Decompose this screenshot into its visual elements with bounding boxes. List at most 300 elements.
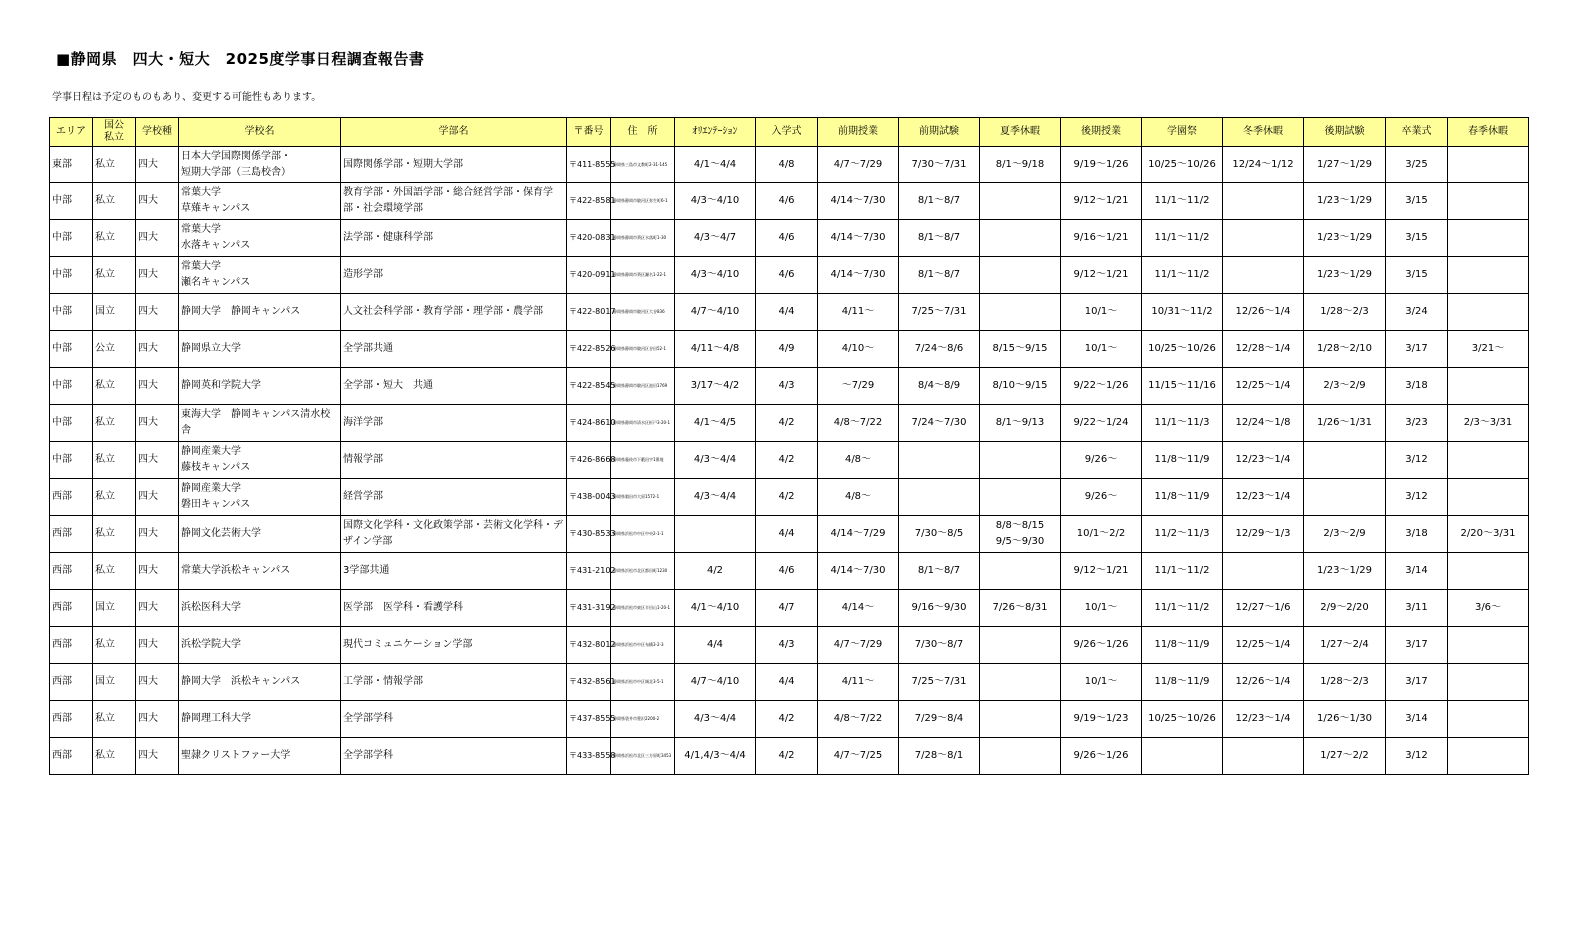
cell-summer-break bbox=[980, 553, 1061, 590]
cell-first-term-classes: 4/7～7/29 bbox=[818, 627, 899, 664]
cell-graduation: 3/12 bbox=[1386, 479, 1448, 516]
cell-area: 西部 bbox=[50, 738, 93, 775]
cell-second-term-exams: 1/26～1/30 bbox=[1304, 701, 1386, 738]
header-first-term-exams: 前期試験 bbox=[899, 118, 980, 147]
cell-school-festival: 11/1～11/2 bbox=[1142, 220, 1223, 257]
cell-postal-code: 〒420-0911 bbox=[567, 257, 611, 294]
cell-first-term-classes: 4/7～7/25 bbox=[818, 738, 899, 775]
cell-second-term-exams: 1/28～2/10 bbox=[1304, 331, 1386, 368]
disclaimer-note: 学事日程は予定のものもあり、変更する可能性もあります。 bbox=[52, 92, 322, 103]
cell-second-term-classes: 9/22～1/26 bbox=[1061, 368, 1142, 405]
cell-postal-code: 〒431-2102 bbox=[567, 553, 611, 590]
cell-second-term-classes: 10/1～ bbox=[1061, 294, 1142, 331]
table-row bbox=[50, 405, 1529, 442]
cell-faculty: 全学部共通 bbox=[341, 331, 567, 368]
cell-first-term-classes: 4/14～7/30 bbox=[818, 553, 899, 590]
cell-school-kind: 四大 bbox=[136, 442, 179, 479]
cell-first-term-classes: 4/8～7/22 bbox=[818, 405, 899, 442]
cell-type: 私立 bbox=[93, 442, 136, 479]
cell-postal-code: 〒432-8012 bbox=[567, 627, 611, 664]
cell-graduation: 3/12 bbox=[1386, 442, 1448, 479]
cell-area: 西部 bbox=[50, 701, 93, 738]
cell-type: 私立 bbox=[93, 627, 136, 664]
cell-postal-code: 〒424-8610 bbox=[567, 405, 611, 442]
cell-second-term-classes: 9/19～1/26 bbox=[1061, 147, 1142, 183]
cell-school-kind: 四大 bbox=[136, 368, 179, 405]
cell-second-term-classes: 10/1～ bbox=[1061, 590, 1142, 627]
cell-second-term-exams: 2/3～2/9 bbox=[1304, 368, 1386, 405]
cell-area: 西部 bbox=[50, 479, 93, 516]
cell-orientation: 4/1～4/10 bbox=[675, 590, 756, 627]
cell-faculty: 3学部共通 bbox=[341, 553, 567, 590]
cell-second-term-exams: 1/27～1/29 bbox=[1304, 147, 1386, 183]
cell-faculty: 海洋学部 bbox=[341, 405, 567, 442]
cell-second-term-exams: 1/28～2/3 bbox=[1304, 664, 1386, 701]
cell-address: 静岡県浜松市北区都田町1230 bbox=[611, 553, 675, 590]
cell-first-term-classes: 4/14～7/30 bbox=[818, 257, 899, 294]
cell-winter-break: 12/26～1/4 bbox=[1223, 664, 1304, 701]
cell-address: 静岡県浜松市中区城北3-5-1 bbox=[611, 664, 675, 701]
header-second-term-classes: 後期授業 bbox=[1061, 118, 1142, 147]
cell-school-name: 日本大学国際関係学部・ 短期大学部（三島校舎） bbox=[179, 147, 341, 183]
cell-entrance-ceremony: 4/2 bbox=[756, 738, 818, 775]
cell-first-term-classes: 4/14～7/30 bbox=[818, 220, 899, 257]
cell-area: 中部 bbox=[50, 183, 93, 220]
cell-second-term-exams: 1/26～1/31 bbox=[1304, 405, 1386, 442]
cell-winter-break: 12/25～1/4 bbox=[1223, 368, 1304, 405]
cell-type: 私立 bbox=[93, 183, 136, 220]
cell-first-term-exams: 7/29～8/4 bbox=[899, 701, 980, 738]
cell-area: 東部 bbox=[50, 147, 93, 183]
cell-school-name: 常葉大学 瀬名キャンパス bbox=[179, 257, 341, 294]
cell-second-term-exams bbox=[1304, 479, 1386, 516]
cell-address: 静岡県磐田市大原1572-1 bbox=[611, 479, 675, 516]
cell-first-term-exams: 7/30～7/31 bbox=[899, 147, 980, 183]
cell-spring-break bbox=[1448, 701, 1529, 738]
cell-second-term-exams: 1/23～1/29 bbox=[1304, 553, 1386, 590]
cell-first-term-classes: 4/11～ bbox=[818, 294, 899, 331]
cell-winter-break: 12/24～1/8 bbox=[1223, 405, 1304, 442]
cell-address: 静岡県袋井市豊沢2200-2 bbox=[611, 701, 675, 738]
cell-entrance-ceremony: 4/7 bbox=[756, 590, 818, 627]
cell-school-kind: 四大 bbox=[136, 331, 179, 368]
cell-second-term-exams: 2/3～2/9 bbox=[1304, 516, 1386, 553]
table-row bbox=[50, 701, 1529, 738]
cell-address: 静岡県静岡市駿河区弥生町6-1 bbox=[611, 183, 675, 220]
cell-type: 私立 bbox=[93, 257, 136, 294]
table-row bbox=[50, 442, 1529, 479]
cell-first-term-classes: 4/8～ bbox=[818, 479, 899, 516]
header-faculty: 学部名 bbox=[341, 118, 567, 147]
cell-winter-break: 12/23～1/4 bbox=[1223, 442, 1304, 479]
header-type: 国公 私立 bbox=[93, 118, 136, 147]
cell-school-festival: 10/31～11/2 bbox=[1142, 294, 1223, 331]
cell-winter-break bbox=[1223, 257, 1304, 294]
header-winter-break: 冬季休暇 bbox=[1223, 118, 1304, 147]
table-row bbox=[50, 294, 1529, 331]
header-area: エリア bbox=[50, 118, 93, 147]
cell-graduation: 3/18 bbox=[1386, 368, 1448, 405]
cell-first-term-classes: 4/8～ bbox=[818, 442, 899, 479]
cell-spring-break bbox=[1448, 183, 1529, 220]
cell-second-term-classes: 9/26～1/26 bbox=[1061, 627, 1142, 664]
cell-faculty: 全学部・短大 共通 bbox=[341, 368, 567, 405]
cell-address: 静岡県静岡市葵区水落町1-30 bbox=[611, 220, 675, 257]
cell-graduation: 3/18 bbox=[1386, 516, 1448, 553]
cell-graduation: 3/17 bbox=[1386, 331, 1448, 368]
cell-summer-break bbox=[980, 701, 1061, 738]
cell-school-festival: 10/25～10/26 bbox=[1142, 701, 1223, 738]
cell-school-name: 静岡産業大学 藤枝キャンパス bbox=[179, 442, 341, 479]
cell-postal-code: 〒432-8561 bbox=[567, 664, 611, 701]
cell-summer-break bbox=[980, 294, 1061, 331]
cell-school-name: 静岡大学 浜松キャンパス bbox=[179, 664, 341, 701]
cell-second-term-classes: 9/12～1/21 bbox=[1061, 553, 1142, 590]
cell-first-term-exams: 8/1～8/7 bbox=[899, 257, 980, 294]
cell-summer-break bbox=[980, 479, 1061, 516]
header-summer-break: 夏季休暇 bbox=[980, 118, 1061, 147]
cell-faculty: 人文社会科学部・教育学部・理学部・農学部 bbox=[341, 294, 567, 331]
schedule-table bbox=[49, 117, 1529, 775]
cell-first-term-exams: 8/1～8/7 bbox=[899, 183, 980, 220]
cell-entrance-ceremony: 4/3 bbox=[756, 627, 818, 664]
cell-school-festival: 11/8～11/9 bbox=[1142, 479, 1223, 516]
cell-address: 静岡県静岡市駿河区大谷836 bbox=[611, 294, 675, 331]
cell-summer-break: 8/8～8/15 9/5～9/30 bbox=[980, 516, 1061, 553]
cell-winter-break: 12/23～1/4 bbox=[1223, 701, 1304, 738]
table-row bbox=[50, 479, 1529, 516]
cell-spring-break bbox=[1448, 257, 1529, 294]
cell-orientation: 4/11～4/8 bbox=[675, 331, 756, 368]
cell-first-term-classes: 4/7～7/29 bbox=[818, 147, 899, 183]
cell-school-kind: 四大 bbox=[136, 664, 179, 701]
cell-summer-break: 8/1～9/13 bbox=[980, 405, 1061, 442]
cell-first-term-classes: 4/14～ bbox=[818, 590, 899, 627]
cell-postal-code: 〒437-8555 bbox=[567, 701, 611, 738]
cell-second-term-classes: 9/22～1/24 bbox=[1061, 405, 1142, 442]
cell-second-term-classes: 9/12～1/21 bbox=[1061, 257, 1142, 294]
cell-address: 静岡県静岡市清水区折戸3-20-1 bbox=[611, 405, 675, 442]
cell-school-name: 静岡理工科大学 bbox=[179, 701, 341, 738]
cell-winter-break: 12/24～1/12 bbox=[1223, 147, 1304, 183]
header-second-term-exams: 後期試験 bbox=[1304, 118, 1386, 147]
cell-faculty: 医学部 医学科・看護学科 bbox=[341, 590, 567, 627]
cell-type: 国立 bbox=[93, 294, 136, 331]
cell-postal-code: 〒422-8017 bbox=[567, 294, 611, 331]
cell-winter-break: 12/25～1/4 bbox=[1223, 627, 1304, 664]
cell-first-term-exams: 8/1～8/7 bbox=[899, 220, 980, 257]
cell-school-kind: 四大 bbox=[136, 220, 179, 257]
cell-entrance-ceremony: 4/3 bbox=[756, 368, 818, 405]
page-title: ■静岡県 四大・短大 2025度学事日程調査報告書 bbox=[56, 50, 425, 68]
header-spring-break: 春季休暇 bbox=[1448, 118, 1529, 147]
cell-summer-break: 8/15～9/15 bbox=[980, 331, 1061, 368]
cell-second-term-classes: 10/1～2/2 bbox=[1061, 516, 1142, 553]
cell-first-term-exams: 9/16～9/30 bbox=[899, 590, 980, 627]
cell-school-kind: 四大 bbox=[136, 516, 179, 553]
cell-second-term-exams: 1/27～2/4 bbox=[1304, 627, 1386, 664]
cell-faculty: 国際文化学科・文化政策学部・芸術文化学科・デザイン学部 bbox=[341, 516, 567, 553]
cell-second-term-exams: 1/28～2/3 bbox=[1304, 294, 1386, 331]
cell-orientation: 4/7～4/10 bbox=[675, 294, 756, 331]
cell-address: 静岡県三島市文教町2-31-145 bbox=[611, 147, 675, 183]
table-row bbox=[50, 147, 1529, 183]
table-row bbox=[50, 331, 1529, 368]
cell-entrance-ceremony: 4/4 bbox=[756, 664, 818, 701]
cell-area: 西部 bbox=[50, 664, 93, 701]
cell-type: 私立 bbox=[93, 553, 136, 590]
cell-school-festival: 11/2～11/3 bbox=[1142, 516, 1223, 553]
cell-first-term-exams: 7/25～7/31 bbox=[899, 664, 980, 701]
cell-summer-break: 8/10～9/15 bbox=[980, 368, 1061, 405]
cell-faculty: 経営学部 bbox=[341, 479, 567, 516]
cell-summer-break bbox=[980, 664, 1061, 701]
cell-school-name: 浜松医科大学 bbox=[179, 590, 341, 627]
cell-school-festival: 11/8～11/9 bbox=[1142, 664, 1223, 701]
cell-winter-break bbox=[1223, 553, 1304, 590]
cell-orientation: 4/3～4/4 bbox=[675, 442, 756, 479]
cell-school-name: 東海大学 静岡キャンパス清水校舎 bbox=[179, 405, 341, 442]
table-row bbox=[50, 738, 1529, 775]
cell-faculty: 現代コミュニケーション学部 bbox=[341, 627, 567, 664]
cell-winter-break: 12/29～1/3 bbox=[1223, 516, 1304, 553]
cell-faculty: 全学部学科 bbox=[341, 738, 567, 775]
cell-area: 西部 bbox=[50, 553, 93, 590]
cell-summer-break: 8/1～9/18 bbox=[980, 147, 1061, 183]
cell-school-kind: 四大 bbox=[136, 701, 179, 738]
cell-summer-break bbox=[980, 738, 1061, 775]
cell-school-festival: 11/8～11/9 bbox=[1142, 627, 1223, 664]
cell-first-term-classes: 4/14～7/30 bbox=[818, 183, 899, 220]
cell-graduation: 3/17 bbox=[1386, 627, 1448, 664]
cell-spring-break: 2/3～3/31 bbox=[1448, 405, 1529, 442]
cell-school-festival: 11/8～11/9 bbox=[1142, 442, 1223, 479]
cell-area: 西部 bbox=[50, 590, 93, 627]
header-first-term-classes: 前期授業 bbox=[818, 118, 899, 147]
cell-first-term-exams: 7/24～7/30 bbox=[899, 405, 980, 442]
cell-area: 中部 bbox=[50, 331, 93, 368]
cell-school-festival: 11/1～11/2 bbox=[1142, 183, 1223, 220]
cell-type: 私立 bbox=[93, 368, 136, 405]
header-school-festival: 学園祭 bbox=[1142, 118, 1223, 147]
cell-graduation: 3/12 bbox=[1386, 738, 1448, 775]
table-row bbox=[50, 183, 1529, 220]
cell-entrance-ceremony: 4/2 bbox=[756, 479, 818, 516]
cell-type: 私立 bbox=[93, 738, 136, 775]
cell-school-name: 常葉大学浜松キャンパス bbox=[179, 553, 341, 590]
cell-spring-break bbox=[1448, 368, 1529, 405]
table-row bbox=[50, 664, 1529, 701]
cell-summer-break bbox=[980, 183, 1061, 220]
header-school-name: 学校名 bbox=[179, 118, 341, 147]
cell-spring-break bbox=[1448, 627, 1529, 664]
cell-second-term-classes: 9/26～ bbox=[1061, 442, 1142, 479]
cell-graduation: 3/24 bbox=[1386, 294, 1448, 331]
table-row bbox=[50, 220, 1529, 257]
cell-type: 国立 bbox=[93, 664, 136, 701]
header-school-kind: 学校種 bbox=[136, 118, 179, 147]
cell-area: 中部 bbox=[50, 405, 93, 442]
cell-address: 静岡県浜松市北区三方原町3453 bbox=[611, 738, 675, 775]
cell-summer-break bbox=[980, 220, 1061, 257]
cell-summer-break bbox=[980, 257, 1061, 294]
cell-second-term-classes: 9/26～1/26 bbox=[1061, 738, 1142, 775]
cell-type: 私立 bbox=[93, 479, 136, 516]
table-row bbox=[50, 516, 1529, 553]
cell-first-term-classes: 4/11～ bbox=[818, 664, 899, 701]
cell-first-term-classes: 4/8～7/22 bbox=[818, 701, 899, 738]
cell-first-term-exams bbox=[899, 479, 980, 516]
cell-school-festival: 10/25～10/26 bbox=[1142, 147, 1223, 183]
cell-school-kind: 四大 bbox=[136, 627, 179, 664]
cell-entrance-ceremony: 4/2 bbox=[756, 701, 818, 738]
cell-first-term-exams: 7/25～7/31 bbox=[899, 294, 980, 331]
cell-area: 中部 bbox=[50, 220, 93, 257]
cell-school-name: 聖隷クリストファー大学 bbox=[179, 738, 341, 775]
cell-postal-code: 〒422-8581 bbox=[567, 183, 611, 220]
cell-school-name: 静岡大学 静岡キャンパス bbox=[179, 294, 341, 331]
cell-school-festival: 11/15～11/16 bbox=[1142, 368, 1223, 405]
cell-type: 公立 bbox=[93, 331, 136, 368]
cell-area: 中部 bbox=[50, 294, 93, 331]
cell-winter-break: 12/28～1/4 bbox=[1223, 331, 1304, 368]
cell-school-name: 静岡文化芸術大学 bbox=[179, 516, 341, 553]
cell-school-festival bbox=[1142, 738, 1223, 775]
cell-second-term-exams: 2/9～2/20 bbox=[1304, 590, 1386, 627]
cell-address: 静岡県静岡市葵区瀬名1-22-1 bbox=[611, 257, 675, 294]
cell-type: 私立 bbox=[93, 220, 136, 257]
cell-address: 静岡県浜松市中区中央2-1-1 bbox=[611, 516, 675, 553]
cell-address: 静岡県藤枝市下藪田字1番地 bbox=[611, 442, 675, 479]
cell-school-name: 浜松学院大学 bbox=[179, 627, 341, 664]
cell-summer-break: 7/26～8/31 bbox=[980, 590, 1061, 627]
cell-school-kind: 四大 bbox=[136, 553, 179, 590]
table-row bbox=[50, 590, 1529, 627]
header-orientation: ｵﾘｴﾝﾃｰｼｮﾝ bbox=[675, 118, 756, 147]
cell-entrance-ceremony: 4/6 bbox=[756, 553, 818, 590]
cell-school-kind: 四大 bbox=[136, 590, 179, 627]
cell-faculty: 情報学部 bbox=[341, 442, 567, 479]
cell-graduation: 3/25 bbox=[1386, 147, 1448, 183]
cell-entrance-ceremony: 4/6 bbox=[756, 220, 818, 257]
cell-entrance-ceremony: 4/8 bbox=[756, 147, 818, 183]
cell-school-kind: 四大 bbox=[136, 183, 179, 220]
cell-area: 西部 bbox=[50, 516, 93, 553]
cell-graduation: 3/15 bbox=[1386, 183, 1448, 220]
table-row bbox=[50, 627, 1529, 664]
cell-entrance-ceremony: 4/9 bbox=[756, 331, 818, 368]
cell-graduation: 3/15 bbox=[1386, 220, 1448, 257]
cell-orientation: 4/3～4/10 bbox=[675, 257, 756, 294]
cell-school-kind: 四大 bbox=[136, 405, 179, 442]
cell-first-term-exams bbox=[899, 442, 980, 479]
cell-school-name: 静岡県立大学 bbox=[179, 331, 341, 368]
cell-entrance-ceremony: 4/4 bbox=[756, 516, 818, 553]
cell-school-name: 静岡英和学院大学 bbox=[179, 368, 341, 405]
header-row bbox=[50, 118, 1529, 147]
cell-school-festival: 11/1～11/2 bbox=[1142, 257, 1223, 294]
header-graduation: 卒業式 bbox=[1386, 118, 1448, 147]
header-postal-code: 〒番号 bbox=[567, 118, 611, 147]
cell-spring-break bbox=[1448, 479, 1529, 516]
cell-entrance-ceremony: 4/6 bbox=[756, 257, 818, 294]
cell-orientation: 4/7～4/10 bbox=[675, 664, 756, 701]
cell-graduation: 3/14 bbox=[1386, 553, 1448, 590]
cell-spring-break bbox=[1448, 738, 1529, 775]
cell-postal-code: 〒411-8555 bbox=[567, 147, 611, 183]
cell-orientation: 4/1～4/5 bbox=[675, 405, 756, 442]
cell-entrance-ceremony: 4/4 bbox=[756, 294, 818, 331]
cell-faculty: 全学部学科 bbox=[341, 701, 567, 738]
cell-school-name: 常葉大学 草薙キャンパス bbox=[179, 183, 341, 220]
cell-postal-code: 〒430-8533 bbox=[567, 516, 611, 553]
cell-summer-break bbox=[980, 442, 1061, 479]
cell-faculty: 法学部・健康科学部 bbox=[341, 220, 567, 257]
cell-entrance-ceremony: 4/2 bbox=[756, 442, 818, 479]
cell-winter-break: 12/27～1/6 bbox=[1223, 590, 1304, 627]
cell-orientation: 4/2 bbox=[675, 553, 756, 590]
cell-school-kind: 四大 bbox=[136, 257, 179, 294]
cell-postal-code: 〒433-8558 bbox=[567, 738, 611, 775]
cell-winter-break bbox=[1223, 220, 1304, 257]
cell-address: 静岡県浜松市東区半田山1-20-1 bbox=[611, 590, 675, 627]
cell-spring-break bbox=[1448, 294, 1529, 331]
table-body bbox=[50, 147, 1529, 775]
cell-area: 中部 bbox=[50, 257, 93, 294]
cell-second-term-exams: 1/23～1/29 bbox=[1304, 183, 1386, 220]
cell-entrance-ceremony: 4/2 bbox=[756, 405, 818, 442]
cell-address: 静岡県浜松市中区布橋3-2-3 bbox=[611, 627, 675, 664]
cell-spring-break bbox=[1448, 553, 1529, 590]
cell-postal-code: 〒420-0831 bbox=[567, 220, 611, 257]
cell-spring-break: 3/6～ bbox=[1448, 590, 1529, 627]
cell-first-term-classes: 4/14～7/29 bbox=[818, 516, 899, 553]
cell-second-term-exams: 1/23～1/29 bbox=[1304, 220, 1386, 257]
cell-second-term-classes: 10/1～ bbox=[1061, 331, 1142, 368]
table-row bbox=[50, 368, 1529, 405]
cell-summer-break bbox=[980, 627, 1061, 664]
cell-winter-break: 12/23～1/4 bbox=[1223, 479, 1304, 516]
cell-postal-code: 〒431-3192 bbox=[567, 590, 611, 627]
cell-school-festival: 11/1～11/2 bbox=[1142, 590, 1223, 627]
cell-school-festival: 10/25～10/26 bbox=[1142, 331, 1223, 368]
cell-school-kind: 四大 bbox=[136, 479, 179, 516]
cell-second-term-exams: 1/23～1/29 bbox=[1304, 257, 1386, 294]
cell-second-term-exams: 1/27～2/2 bbox=[1304, 738, 1386, 775]
cell-postal-code: 〒422-8526 bbox=[567, 331, 611, 368]
cell-first-term-exams: 7/28～8/1 bbox=[899, 738, 980, 775]
cell-orientation: 4/4 bbox=[675, 627, 756, 664]
cell-second-term-classes: 9/26～ bbox=[1061, 479, 1142, 516]
table-row bbox=[50, 257, 1529, 294]
cell-spring-break: 3/21～ bbox=[1448, 331, 1529, 368]
cell-address: 静岡県静岡市駿河区谷田52-1 bbox=[611, 331, 675, 368]
cell-graduation: 3/14 bbox=[1386, 701, 1448, 738]
cell-spring-break: 2/20～3/31 bbox=[1448, 516, 1529, 553]
cell-first-term-exams: 7/30～8/7 bbox=[899, 627, 980, 664]
cell-entrance-ceremony: 4/6 bbox=[756, 183, 818, 220]
cell-school-festival: 11/1～11/2 bbox=[1142, 553, 1223, 590]
cell-faculty: 造形学部 bbox=[341, 257, 567, 294]
cell-school-name: 常葉大学 水落キャンパス bbox=[179, 220, 341, 257]
cell-address: 静岡県静岡市駿河区池田1769 bbox=[611, 368, 675, 405]
cell-graduation: 3/23 bbox=[1386, 405, 1448, 442]
cell-orientation: 4/3～4/4 bbox=[675, 479, 756, 516]
cell-orientation: 4/1～4/4 bbox=[675, 147, 756, 183]
header-entrance-ceremony: 入学式 bbox=[756, 118, 818, 147]
cell-school-kind: 四大 bbox=[136, 147, 179, 183]
cell-graduation: 3/15 bbox=[1386, 257, 1448, 294]
